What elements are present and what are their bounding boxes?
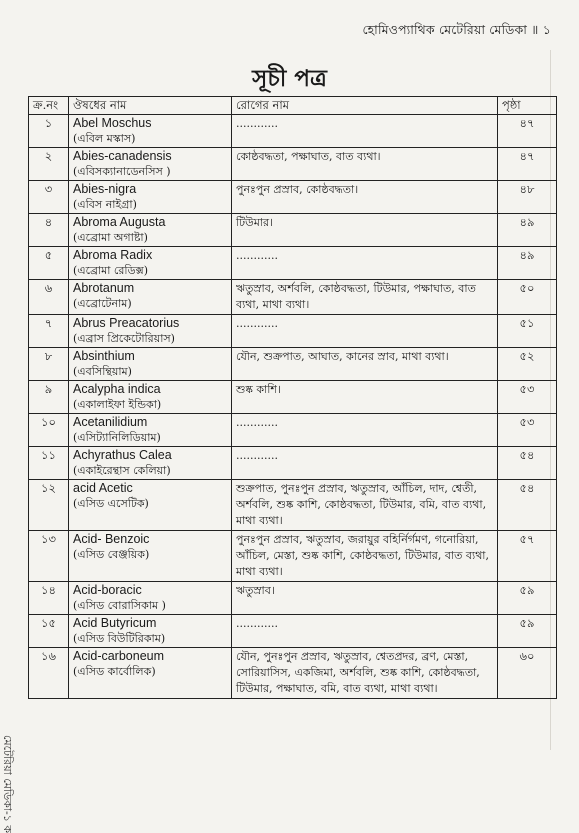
row-medicine bbox=[69, 582, 232, 615]
table-row bbox=[29, 531, 557, 582]
row-page: ৫৩ bbox=[498, 381, 557, 414]
medicine-latin-name: Achyrathus Calea bbox=[73, 448, 172, 462]
row-disease: ............ bbox=[232, 115, 498, 148]
row-medicine bbox=[69, 280, 232, 315]
row-serial: ৮ bbox=[29, 348, 69, 381]
row-page: ৫০ bbox=[498, 280, 557, 315]
col-header-disease: রোগের নাম bbox=[232, 97, 498, 115]
row-serial: ১৫ bbox=[29, 615, 69, 648]
row-serial: ১০ bbox=[29, 414, 69, 447]
col-header-medicine: ঔষধের নাম bbox=[69, 97, 232, 115]
row-medicine bbox=[69, 531, 232, 582]
row-medicine bbox=[69, 148, 232, 181]
medicine-latin-name: Acalypha indica bbox=[73, 382, 161, 396]
row-disease: কোষ্ঠবদ্ধতা, পক্ষাঘাত, বাত ব্যথা। bbox=[232, 148, 498, 181]
medicine-bengali-name: (এব্রাস প্রিকেটোরিয়াস) bbox=[73, 332, 175, 345]
table-row bbox=[29, 280, 557, 315]
row-page: ৫৪ bbox=[498, 480, 557, 531]
medicine-latin-name: Abel Moschus bbox=[73, 116, 152, 130]
table-row bbox=[29, 214, 557, 247]
row-disease: শুষ্ক কাশি। bbox=[232, 381, 498, 414]
table-row bbox=[29, 181, 557, 214]
row-serial: ১ bbox=[29, 115, 69, 148]
medicine-bengali-name: (একালাইফা ইন্ডিকা) bbox=[73, 398, 162, 411]
row-page: ৫৪ bbox=[498, 447, 557, 480]
row-serial: ৬ bbox=[29, 280, 69, 315]
medicine-bengali-name: (এব্রোটেনাম) bbox=[73, 297, 132, 310]
row-serial: ২ bbox=[29, 148, 69, 181]
row-disease: শুক্রপাত, পুনঃপুন প্রস্রাব, ঋতুস্রাব, আঁচিল, দাদ, শ্বেতী, অর্শবলি, শুষ্ক কাশি, কোষ্ঠবদ্ধতা, টিউমার, বমি, বাত ব্যথা, মাথা ব্যথা। bbox=[232, 480, 498, 531]
row-page: ৫২ bbox=[498, 348, 557, 381]
medicine-latin-name: Abies-nigra bbox=[73, 182, 137, 196]
medicine-bengali-name: (একাইরেন্থাস কেলিয়া) bbox=[73, 464, 171, 477]
toc-table bbox=[28, 96, 557, 699]
table-row bbox=[29, 348, 557, 381]
medicine-latin-name: Acid-boracic bbox=[73, 583, 142, 597]
row-page: ৫১ bbox=[498, 315, 557, 348]
row-page: ৫৯ bbox=[498, 582, 557, 615]
row-page: ৫৩ bbox=[498, 414, 557, 447]
side-label: মেটেরিয়া মেডিকা-১ ক bbox=[1, 735, 14, 833]
col-header-page: পৃষ্ঠা bbox=[498, 97, 557, 115]
table-row bbox=[29, 315, 557, 348]
row-serial: ৫ bbox=[29, 247, 69, 280]
row-medicine bbox=[69, 447, 232, 480]
row-medicine bbox=[69, 348, 232, 381]
medicine-bengali-name: (এসিড বোরাসিকাম ) bbox=[73, 599, 166, 612]
row-serial: ৩ bbox=[29, 181, 69, 214]
row-medicine bbox=[69, 480, 232, 531]
row-disease: ............ bbox=[232, 315, 498, 348]
medicine-latin-name: Abroma Augusta bbox=[73, 215, 166, 229]
row-disease: যৌন, পুনঃপুন প্রস্রাব, ঋতুস্রাব, শ্বেতপ্রদর, ব্রণ, মেস্তা, সোরিয়াসিস, একজিমা, অর্শবলি, শুষ্ক কাশি, কোষ্ঠবদ্ধতা, টিউমার, পক্ষাঘাত, বমি, বাত ব্যথা, মাথা ব্যথা। bbox=[232, 648, 498, 699]
medicine-bengali-name: (এব্রোমা অগাষ্টা) bbox=[73, 231, 148, 244]
medicine-bengali-name: (এবিল মস্কাস) bbox=[73, 132, 136, 145]
row-medicine bbox=[69, 648, 232, 699]
row-disease: যৌন, শুক্রপাত, আঘাত, কানের স্রাব, মাথা ব্যথা। bbox=[232, 348, 498, 381]
table-row bbox=[29, 648, 557, 699]
table-row bbox=[29, 247, 557, 280]
table-row bbox=[29, 414, 557, 447]
medicine-latin-name: Acid- Benzoic bbox=[73, 532, 150, 546]
row-page: ৪৭ bbox=[498, 115, 557, 148]
row-medicine bbox=[69, 247, 232, 280]
row-disease: ............ bbox=[232, 615, 498, 648]
row-disease: টিউমার। bbox=[232, 214, 498, 247]
row-page: ৪৮ bbox=[498, 181, 557, 214]
row-page: ৫৯ bbox=[498, 615, 557, 648]
row-disease: ............ bbox=[232, 414, 498, 447]
medicine-latin-name: Abrotanum bbox=[73, 281, 135, 295]
row-serial: ১১ bbox=[29, 447, 69, 480]
row-medicine bbox=[69, 315, 232, 348]
row-medicine bbox=[69, 181, 232, 214]
header-row bbox=[29, 97, 557, 115]
medicine-latin-name: Abies-canadensis bbox=[73, 149, 172, 163]
medicine-latin-name: acid Acetic bbox=[73, 481, 133, 495]
medicine-latin-name: Abrus Preacatorius bbox=[73, 316, 180, 330]
row-disease: ............ bbox=[232, 247, 498, 280]
page-title: সূচী পত্র bbox=[252, 65, 327, 92]
medicine-bengali-name: (এসিড কার্বোলিক) bbox=[73, 665, 156, 678]
row-disease: পুনঃপুন প্রস্রাব, কোষ্ঠবদ্ধতা। bbox=[232, 181, 498, 214]
row-medicine bbox=[69, 381, 232, 414]
toc-body bbox=[29, 115, 557, 699]
row-medicine bbox=[69, 115, 232, 148]
table-row bbox=[29, 615, 557, 648]
medicine-bengali-name: (এব্রোমা রেডিক্স) bbox=[73, 264, 149, 277]
row-disease: ঋতুস্রাব। bbox=[232, 582, 498, 615]
row-page: ৫৭ bbox=[498, 531, 557, 582]
table-row bbox=[29, 381, 557, 414]
table-row bbox=[29, 447, 557, 480]
medicine-latin-name: Acetanilidium bbox=[73, 415, 148, 429]
row-medicine bbox=[69, 414, 232, 447]
row-serial: ১৩ bbox=[29, 531, 69, 582]
row-disease: পুনঃপুন প্রস্রাব, ঋতুস্রাব, জরায়ুর বহির্নির্গমণ, গনোরিয়া, আঁচিল, মেস্তা, শুষ্ক কাশি, কোষ্ঠবদ্ধতা, টিউমার, বাত ব্যথা, মাথা ব্যথা। bbox=[232, 531, 498, 582]
row-page: ৬০ bbox=[498, 648, 557, 699]
medicine-bengali-name: (এসিড বিউটিরিকাম) bbox=[73, 632, 166, 645]
row-page: ৪৯ bbox=[498, 214, 557, 247]
table-row bbox=[29, 148, 557, 181]
col-header-sl: ক্র.নং bbox=[29, 97, 69, 115]
row-page: ৪৯ bbox=[498, 247, 557, 280]
medicine-latin-name: Acid-carboneum bbox=[73, 649, 165, 663]
row-serial: ৯ bbox=[29, 381, 69, 414]
table-row bbox=[29, 115, 557, 148]
table-row bbox=[29, 582, 557, 615]
row-medicine bbox=[69, 615, 232, 648]
medicine-latin-name: Absinthium bbox=[73, 349, 135, 363]
medicine-latin-name: Abroma Radix bbox=[73, 248, 153, 262]
running-header: হোমিওপ্যাথিক মেটেরিয়া মেডিকা ॥ ১ bbox=[362, 22, 551, 37]
table-row bbox=[29, 480, 557, 531]
medicine-latin-name: Acid Butyricum bbox=[73, 616, 157, 630]
medicine-bengali-name: (এবিস নাইগ্রা) bbox=[73, 198, 137, 211]
row-disease: ঋতুস্রাব, অর্শবলি, কোষ্ঠবদ্ধতা, টিউমার, পক্ষাঘাত, বাত ব্যথা, মাথা ব্যথা। bbox=[232, 280, 498, 315]
medicine-bengali-name: (এসিড এসেটিক) bbox=[73, 497, 149, 510]
row-disease: ............ bbox=[232, 447, 498, 480]
row-serial: ৭ bbox=[29, 315, 69, 348]
row-medicine bbox=[69, 214, 232, 247]
row-serial: ১৬ bbox=[29, 648, 69, 699]
medicine-bengali-name: (এসিড বেঞ্জয়িক) bbox=[73, 548, 150, 561]
row-serial: ১২ bbox=[29, 480, 69, 531]
row-page: ৪৭ bbox=[498, 148, 557, 181]
medicine-bengali-name: (এবসিন্থিয়াম) bbox=[73, 365, 132, 378]
medicine-bengali-name: (এসিট্যানিলিডিয়াম) bbox=[73, 431, 161, 444]
row-serial: ৪ bbox=[29, 214, 69, 247]
medicine-bengali-name: (এবিসক্যানাডেনসিস ) bbox=[73, 165, 171, 178]
row-serial: ১৪ bbox=[29, 582, 69, 615]
